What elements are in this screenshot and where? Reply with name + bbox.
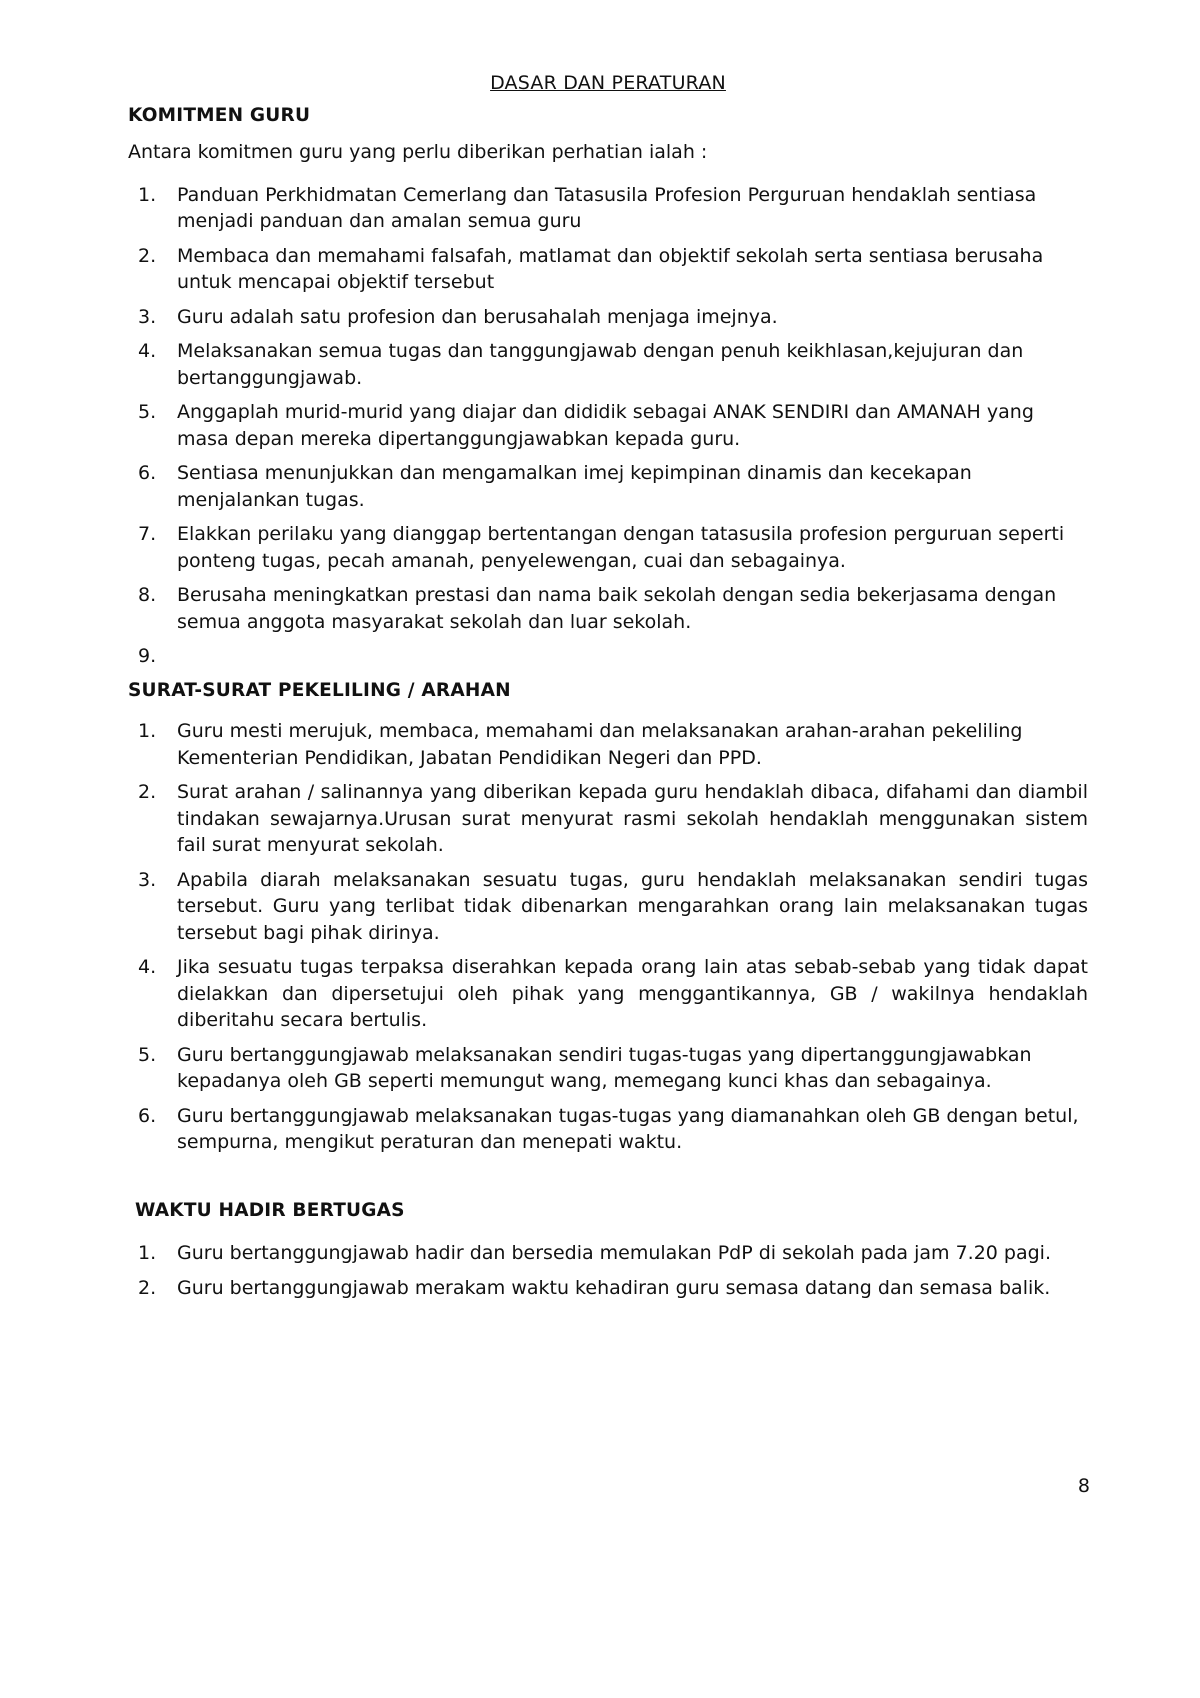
list-item-text: Membaca dan memahami falsafah, matlamat dan objektif sekolah serta sentiasa berusaha untuk mencapai objektif tersebut bbox=[177, 244, 1044, 293]
list-number: 2. bbox=[138, 244, 157, 267]
list-item-text: Guru bertanggungjawab merakam waktu kehadiran guru semasa datang dan semasa balik. bbox=[177, 1276, 1051, 1299]
list-item bbox=[128, 1275, 1088, 1302]
list-item bbox=[128, 304, 1088, 331]
list-item bbox=[128, 243, 1088, 296]
list-number: 3. bbox=[138, 868, 157, 891]
list-item-text: Sentiasa menunjukkan dan mengamalkan imej kepimpinan dinamis dan kecekapan menjalankan tugas. bbox=[177, 462, 972, 511]
list-item bbox=[128, 399, 1088, 452]
list-item-text: Panduan Perkhidmatan Cemerlang dan Tatasusila Profesion Perguruan hendaklah sentiasa menjadi panduan dan amalan semua guru bbox=[177, 183, 1037, 232]
list-item-text: Apabila diarah melaksanakan sesuatu tugas, guru hendaklah melaksanakan sendiri tugas tersebut. Guru yang terlibat tidak dibenarkan mengarahkan orang lain melaksanakan tugas tersebut bagi pihak dirinya. bbox=[177, 868, 1088, 944]
list-item bbox=[128, 338, 1088, 391]
list-number: 7. bbox=[138, 523, 157, 545]
list-item bbox=[128, 582, 1088, 635]
waktu-list bbox=[128, 1240, 1088, 1301]
list-item-text: Surat arahan / salinannya yang diberikan kepada guru hendaklah dibaca, difahami dan diambil tindakan sewajarnya.Urusan surat menyurat rasmi sekolah hendaklah menggunakan sistem fail surat menyurat sekolah. bbox=[177, 781, 1088, 856]
list-item bbox=[128, 718, 1088, 771]
section-komitmen-guru bbox=[128, 103, 1088, 670]
list-item-text: Melaksanakan semua tugas dan tanggungjawab dengan penuh keikhlasan,kejujuran dan bertanggungjawab. bbox=[177, 340, 1024, 389]
list-item-text: Jika sesuatu tugas terpaksa diserahkan kepada orang lain atas sebab-sebab yang tidak dapat dielakkan dan dipersetujui oleh pihak yang menggantikannya, GB / wakilnya hendaklah diberitahu secara bertulis. bbox=[177, 956, 1088, 1031]
pekeliling-list bbox=[128, 718, 1088, 1156]
section-waktu-hadir bbox=[128, 1198, 1088, 1302]
list-item bbox=[128, 182, 1088, 235]
list-item bbox=[128, 779, 1088, 859]
list-number: 1. bbox=[138, 1242, 157, 1264]
list-item bbox=[128, 643, 1088, 670]
list-item-text: Guru mesti merujuk, membaca, memahami dan melaksanakan arahan-arahan pekeliling Kementerian Pendidikan, Jabatan Pendidikan Negeri dan PPD. bbox=[177, 720, 1023, 769]
list-item bbox=[128, 954, 1088, 1034]
page-number: 8 bbox=[1077, 1475, 1090, 1497]
list-item bbox=[128, 867, 1088, 947]
list-number: 1. bbox=[138, 720, 157, 742]
document-page bbox=[128, 70, 1088, 1309]
list-item bbox=[128, 460, 1088, 513]
list-number: 2. bbox=[138, 781, 157, 803]
list-number: 4. bbox=[138, 340, 157, 362]
list-number: 5. bbox=[138, 1043, 157, 1066]
komitmen-list bbox=[128, 182, 1088, 670]
section-heading-komitmen: KOMITMEN GURU bbox=[128, 104, 311, 126]
list-number: 2. bbox=[138, 1276, 157, 1299]
list-item bbox=[128, 1042, 1088, 1095]
list-item-text bbox=[177, 643, 1088, 670]
section-surat-pekeliling bbox=[128, 678, 1088, 1156]
list-item-text: Elakkan perilaku yang dianggap bertentangan dengan tatasusila profesion perguruan seperti ponteng tugas, pecah amanah, penyelewengan, cuai dan sebagainya. bbox=[177, 523, 1065, 572]
section-heading-pekeliling: SURAT-SURAT PEKELILING / ARAHAN bbox=[128, 679, 511, 701]
list-item-text: Guru adalah satu profesion dan berusahalah menjaga imejnya. bbox=[177, 305, 778, 328]
section-heading-waktu: WAKTU HADIR BERTUGAS bbox=[135, 1199, 405, 1221]
list-item bbox=[128, 1240, 1088, 1267]
list-item-text: Guru bertanggungjawab melaksanakan sendiri tugas-tugas yang dipertanggungjawabkan kepadanya oleh GB seperti memungut wang, memegang kunci khas dan sebagainya. bbox=[177, 1043, 1032, 1092]
list-number: 1. bbox=[138, 183, 157, 206]
list-number: 3. bbox=[138, 305, 157, 328]
list-number: 8. bbox=[138, 584, 157, 606]
list-number: 6. bbox=[138, 1104, 157, 1127]
list-number: 9. bbox=[138, 645, 157, 667]
list-item-text: Guru bertanggungjawab melaksanakan tugas-tugas yang diamanahkan oleh GB dengan betul, sempurna, mengikut peraturan dan menepati waktu. bbox=[177, 1104, 1079, 1153]
section-intro: Antara komitmen guru yang perlu diberikan perhatian ialah : bbox=[128, 141, 708, 163]
list-number: 4. bbox=[138, 956, 157, 978]
list-item-text: Guru bertanggungjawab hadir dan bersedia memulakan PdP di sekolah pada jam 7.20 pagi. bbox=[177, 1242, 1051, 1264]
list-item-text: Berusaha meningkatkan prestasi dan nama baik sekolah dengan sedia bekerjasama dengan semua anggota masyarakat sekolah dan luar sekolah. bbox=[177, 584, 1057, 633]
list-item-text: Anggaplah murid-murid yang diajar dan dididik sebagai ANAK SENDIRI dan AMANAH yang masa depan mereka dipertanggungjawabkan kepada guru. bbox=[177, 401, 1034, 450]
list-item bbox=[128, 521, 1088, 574]
list-number: 5. bbox=[138, 401, 157, 423]
list-number: 6. bbox=[138, 462, 157, 484]
list-item bbox=[128, 1103, 1088, 1156]
document-title: DASAR DAN PERATURAN bbox=[490, 72, 726, 94]
